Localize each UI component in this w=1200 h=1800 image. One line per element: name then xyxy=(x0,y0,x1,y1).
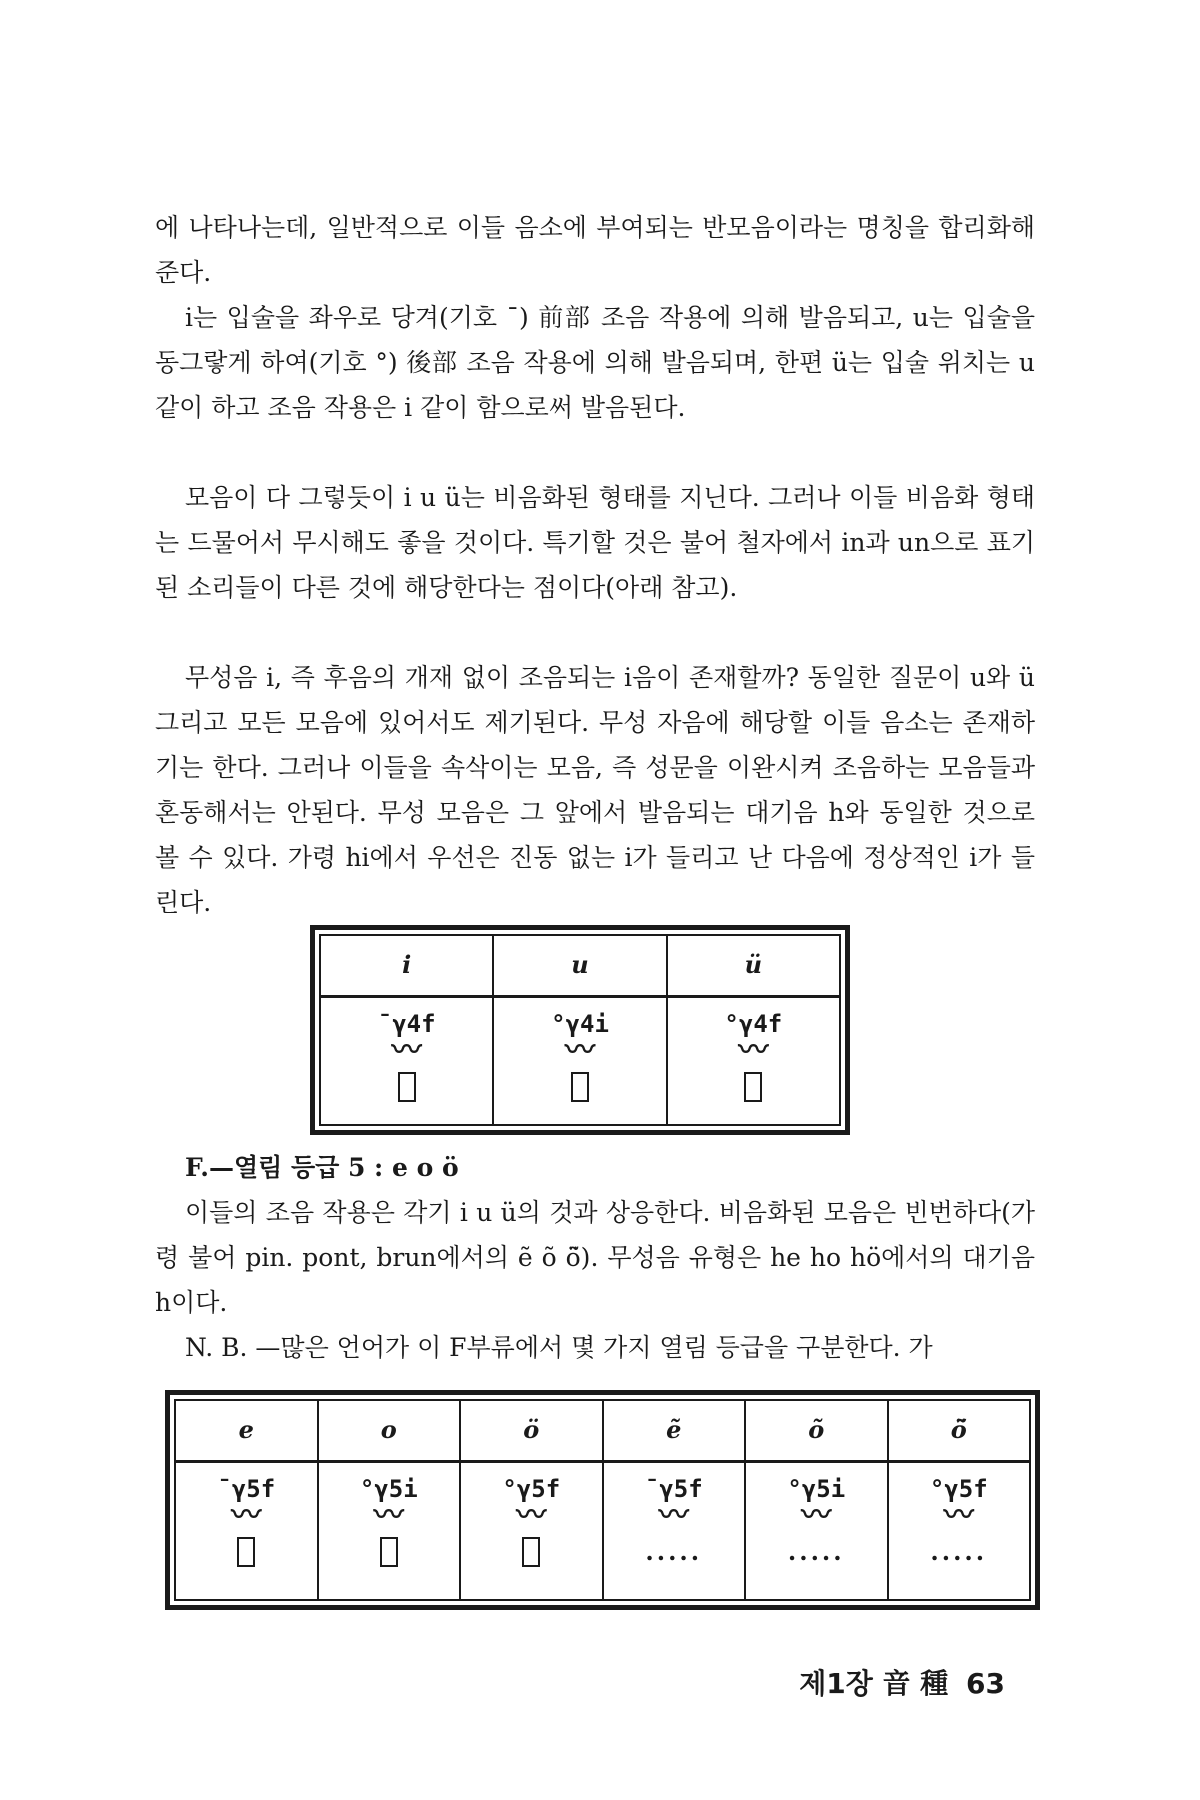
table2-column-head: ẽ xyxy=(604,1401,745,1463)
table2-column xyxy=(319,1401,462,1599)
table2-column-head: e xyxy=(176,1401,317,1463)
table1-notation: °γ4f xyxy=(724,1010,783,1038)
table1-vibration-wave: 〰 xyxy=(738,1033,769,1068)
table2-nasal-dots: ..... xyxy=(645,1537,703,1566)
table1-notation: °γ4i xyxy=(551,1010,609,1038)
table1-column-head: ü xyxy=(668,936,839,998)
table2-column-head: ö̃ xyxy=(889,1401,1030,1463)
paragraph-1: 에 나타나는데, 일반적으로 이들 음소에 부여되는 반모음이라는 명칭을 합리화해 준다. xyxy=(155,213,1035,287)
paragraph-2: i는 입술을 좌우로 당겨(기호 ¯) 前部 조음 작용에 의해 발음되고, u는 입술을 동그랗게 하여(기호 °) 後部 조음 작용에 의해 발음되며, 한편 ü는 입술 위치는 u 같이 하고 조음 작용은 i 같이 함으로써 발음된다. xyxy=(155,303,1035,422)
table2-vibration-wave: 〰 xyxy=(658,1498,689,1533)
vowel-table-1-grid xyxy=(319,934,841,1126)
vowel-table-1 xyxy=(310,925,850,1135)
table1-vibration-wave: 〰 xyxy=(391,1033,422,1068)
table2-notation: °γ5f xyxy=(929,1475,988,1503)
table2-column xyxy=(746,1401,889,1599)
table1-column xyxy=(321,936,494,1124)
table1-closed-symbol xyxy=(571,1072,589,1102)
page-number: 63 xyxy=(966,1667,1005,1700)
vowel-table-2-grid xyxy=(174,1399,1031,1601)
nota-bene: N. B. —많은 언어가 이 F부류에서 몇 가지 열림 등급을 구분한다. 가 xyxy=(185,1333,933,1362)
table2-closed-symbol xyxy=(237,1537,255,1567)
table1-column xyxy=(668,936,839,1124)
table2-column-head: ö xyxy=(461,1401,602,1463)
page-footer xyxy=(799,1662,1005,1702)
table2-column xyxy=(176,1401,319,1599)
table2-vibration-wave: 〰 xyxy=(801,1498,832,1533)
table2-notation: ¯γ5f xyxy=(217,1475,276,1503)
table1-column-head: i xyxy=(321,936,492,998)
table2-nasal-dots: ..... xyxy=(930,1537,988,1566)
table1-notation: ¯γ4f xyxy=(377,1010,436,1038)
table2-notation: °γ5f xyxy=(502,1475,561,1503)
chapter-title: 제1장 音 種 xyxy=(799,1667,949,1700)
table2-closed-symbol xyxy=(522,1537,540,1567)
table2-notation: °γ5i xyxy=(787,1475,846,1503)
table2-column xyxy=(604,1401,747,1599)
table2-vibration-wave: 〰 xyxy=(373,1498,404,1533)
table2-column xyxy=(461,1401,604,1599)
table2-vibration-wave: 〰 xyxy=(231,1498,262,1533)
section-f-heading: F.—열림 등급 5 : e o ö xyxy=(185,1153,459,1182)
table2-vibration-wave: 〰 xyxy=(943,1498,974,1533)
table2-nasal-dots: ..... xyxy=(787,1537,845,1566)
table1-column xyxy=(494,936,667,1124)
vowel-table-2 xyxy=(165,1390,1040,1610)
table1-vibration-wave: 〰 xyxy=(564,1033,595,1068)
table2-notation: °γ5i xyxy=(359,1475,418,1503)
table2-column-head: õ xyxy=(746,1401,887,1463)
table2-column xyxy=(889,1401,1030,1599)
table2-column-head: o xyxy=(319,1401,460,1463)
table2-notation: ¯γ5f xyxy=(644,1475,703,1503)
section-f-paragraph: 이들의 조음 작용은 각기 i u ü의 것과 상응한다. 비음화된 모음은 빈번하다(가령 불어 pin. pont, brun에서의 ẽ õ ö̃). 무성음 유형은 he ho hö에서의 대기음 h이다. xyxy=(155,1198,1035,1317)
paragraph-4: 무성음 i, 즉 후음의 개재 없이 조음되는 i음이 존재할까? 동일한 질문이 u와 ü 그리고 모든 모음에 있어서도 제기된다. 무성 자음에 해당할 이들 음소는 존재하기는 한다. 그러나 이들을 속삭이는 모음, 즉 성문을 이완시켜 조음하는 모음들과 혼동해서는 안된다. 무성 모음은 그 앞에서 발음되는 대기음 h와 동일한 것으로 볼 수 있다. 가령 hi에서 우선은 진동 없는 i가 들리고 난 다음에 정상적인 i가 들린다. xyxy=(155,663,1035,917)
table1-closed-symbol xyxy=(398,1072,416,1102)
table2-vibration-wave: 〰 xyxy=(516,1498,547,1533)
table1-column-head: u xyxy=(494,936,665,998)
paragraph-3: 모음이 다 그렇듯이 i u ü는 비음화된 형태를 지닌다. 그러나 이들 비음화 형태는 드물어서 무시해도 좋을 것이다. 특기할 것은 불어 철자에서 in과 un으로 표기된 소리들이 다른 것에 해당한다는 점이다(아래 참고). xyxy=(155,483,1035,602)
table2-closed-symbol xyxy=(380,1537,398,1567)
table1-closed-symbol xyxy=(744,1072,762,1102)
